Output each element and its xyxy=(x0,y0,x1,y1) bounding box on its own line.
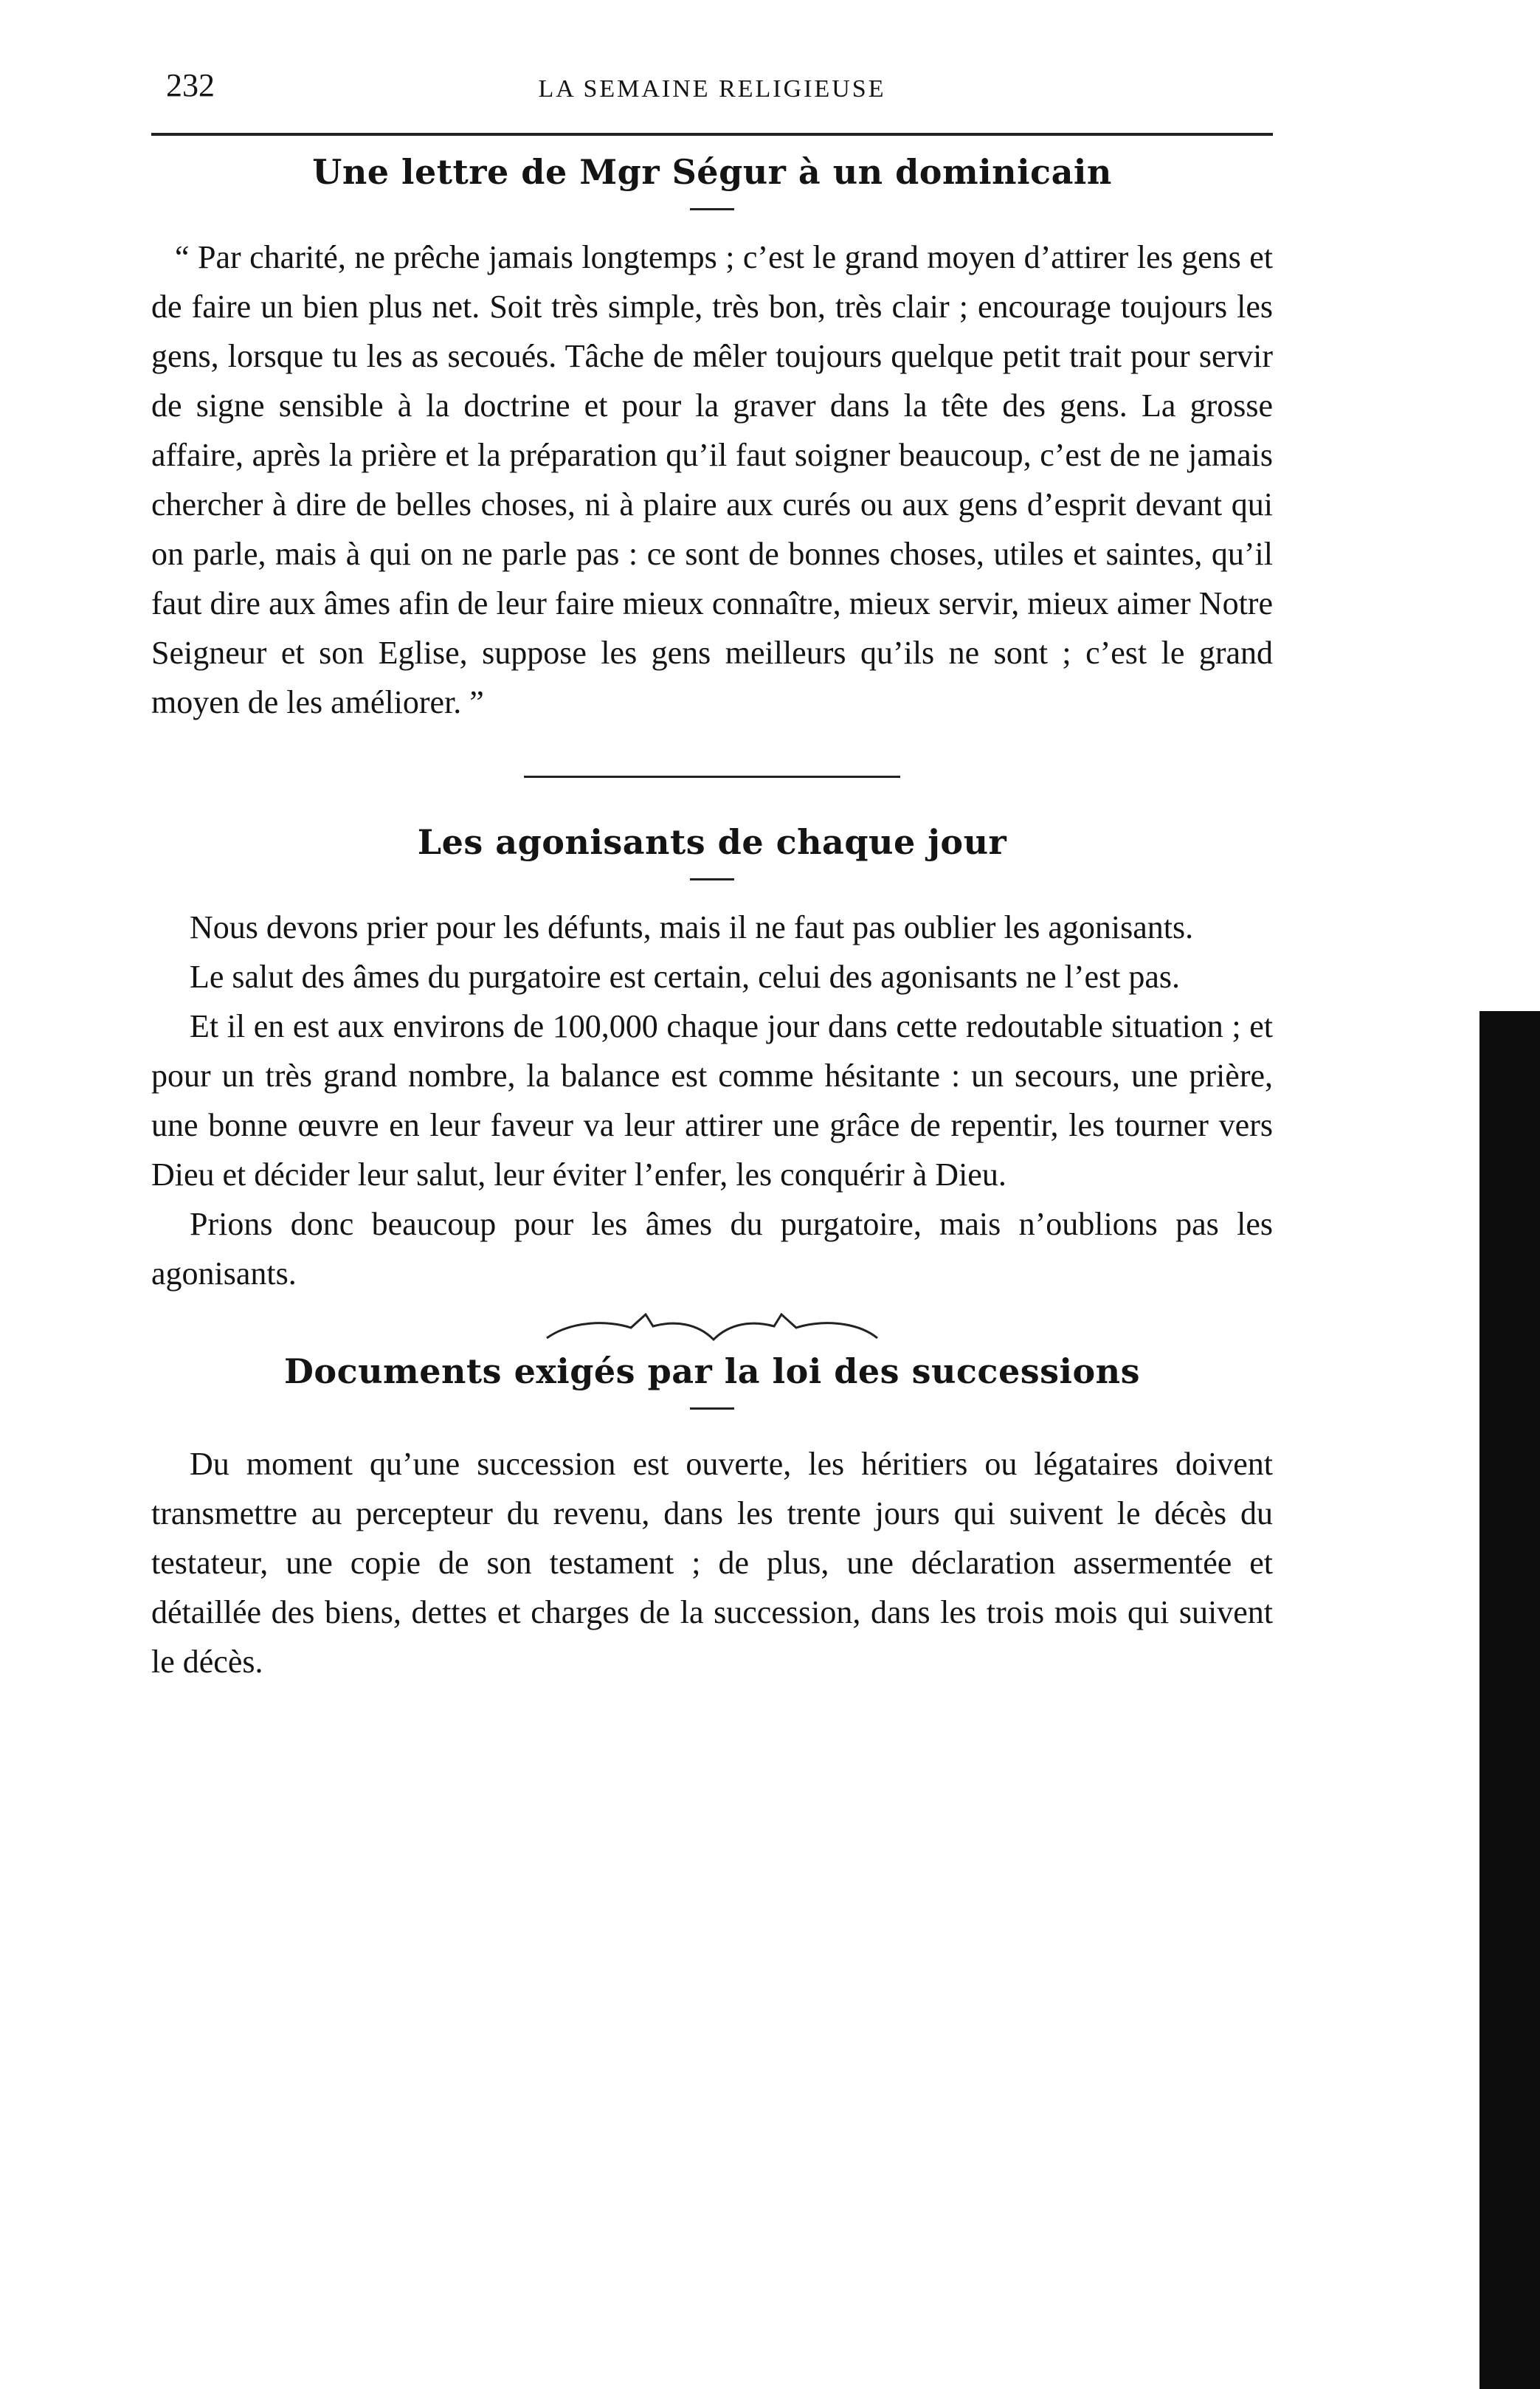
page-number: 232 xyxy=(166,67,215,103)
ornament-divider xyxy=(542,1313,882,1345)
title-dash xyxy=(690,1407,734,1410)
scan-edge-shadow xyxy=(1479,1011,1540,2389)
section-divider xyxy=(524,776,900,778)
section-segur-letter xyxy=(151,152,1273,727)
running-head xyxy=(151,52,1273,103)
quoted-letter-paragraph: “ Par charité, ne prêche jamais longtemps ; c’est le grand moyen d’attirer les gens et de faire un bien plus net. Soit très simple, très bon, très clair ; encourage toujours les gens, lorsque tu les as secoués. Tâche de mêler toujours quelque petit trait pour servir de signe sensible à la doctrine et pour la graver dans la tête des gens. La grosse affaire, après la prière et la préparation qu’il faut soigner beaucoup, c’est de ne jamais chercher à dire de belles choses, ni à plaire aux curés ou aux gens d’esprit devant qui on parle, mais à qui on ne parle pas : ce sont de bonnes choses, utiles et saintes, qu’il faut dire aux âmes afin de leur faire mieux connaître, mieux servir, mieux aimer Notre Seigneur et son Eglise, suppose les gens meilleurs qu’ils ne sont ; c’est le grand moyen de les améliorer. ” xyxy=(151,239,1273,720)
paragraph: Nous devons prier pour les défunts, mais il ne faut pas oublier les agonisants. xyxy=(190,909,1194,945)
paragraph: Prions donc beaucoup pour les âmes du purgatoire, mais n’oublions pas les agonisants. xyxy=(151,1206,1273,1292)
header-rule xyxy=(151,133,1273,136)
book-page xyxy=(151,52,1273,1686)
section-agonisants xyxy=(151,822,1273,1298)
paragraph: Le salut des âmes du purgatoire est certain, celui des agonisants ne l’est pas. xyxy=(190,959,1180,995)
paragraph: Du moment qu’une succession est ouverte, les héritiers ou légataires doivent transmettre au percepteur du revenu, dans les trente jours qui suivent le décès du testateur, une copie de son testament ; de plus, une déclaration assermentée et détaillée des biens, dettes et charges de la succession, dans les trois mois qui suivent le décès. xyxy=(151,1446,1273,1680)
section-title: Les agonisants de chaque jour xyxy=(417,822,1007,862)
section-title: Une lettre de Mgr Ségur à un dominicain xyxy=(312,152,1112,192)
section-successions xyxy=(151,1351,1273,1686)
title-dash xyxy=(690,208,734,210)
title-dash xyxy=(690,878,734,880)
paragraph: Et il en est aux environs de 100,000 chaque jour dans cette redoutable situation ; et pour un très grand nombre, la balance est comme hésitante : un secours, une prière, une bonne œuvre en leur faveur va leur attirer une grâce de repentir, les tourner vers Dieu et décider leur salut, leur éviter l’enfer, les conquérir à Dieu. xyxy=(151,1008,1273,1193)
section-title: Documents exigés par la loi des successions xyxy=(284,1351,1140,1391)
running-title: LA SEMAINE RELIGIEUSE xyxy=(538,75,886,103)
